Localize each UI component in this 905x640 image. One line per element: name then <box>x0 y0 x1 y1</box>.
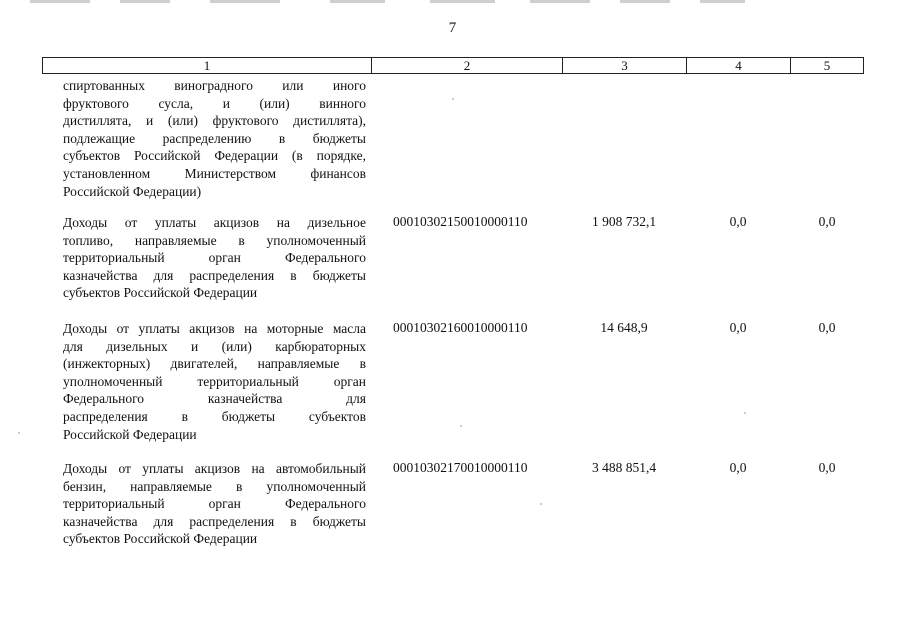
header-col-1: 1 <box>42 58 371 73</box>
description-line: топливо, направляемые в уполномоченный <box>63 232 366 248</box>
amount-col-3: 14 648,9 <box>600 320 648 335</box>
description-line: Российской Федерации <box>63 426 197 442</box>
amount-col-4: 0,0 <box>729 214 747 229</box>
description-line: Федерального казначейства для <box>63 391 366 407</box>
row-description <box>63 460 366 548</box>
scan-top-edge <box>0 0 905 4</box>
description-line: фруктового сусла, и (или) винного <box>63 95 366 111</box>
table-header <box>42 57 864 74</box>
amount-col-3: 1 908 732,1 <box>591 214 657 229</box>
budget-code: 00010302150010000110 <box>393 214 528 229</box>
page-number: 7 <box>448 20 457 36</box>
header-col-4: 4 <box>686 58 790 73</box>
description-line: для дизельных и (или) карбюраторных <box>63 338 366 354</box>
amount-col-4: 0,0 <box>729 320 747 335</box>
description-line: казначейства для распределения в бюджеты <box>63 513 366 529</box>
description-line: Доходы от уплаты акцизов на моторные масла <box>63 321 366 336</box>
description-line: Доходы от уплаты акцизов на дизельное <box>63 215 366 230</box>
header-col-3: 3 <box>562 58 686 73</box>
description-line: территориальный орган Федерального <box>63 496 366 512</box>
description-line: распределения в бюджеты субъектов <box>63 408 366 424</box>
description-line: установленном Министерством финансов <box>63 165 366 181</box>
row-description <box>63 320 366 443</box>
description-line: субъектов Российской Федерации <box>63 285 258 301</box>
description-line: территориальный орган Федерального <box>63 250 366 266</box>
row-description <box>63 77 366 200</box>
amount-col-5: 0,0 <box>818 320 836 335</box>
description-line: казначейства для распределения в бюджеты <box>63 267 366 283</box>
budget-code: 00010302160010000110 <box>393 320 528 335</box>
amount-col-5: 0,0 <box>818 214 836 229</box>
amount-col-5: 0,0 <box>818 460 836 475</box>
description-line: (инжекторных) двигателей, направляемые в <box>63 356 366 372</box>
description-line: дистиллята, и (или) фруктового дистиллята), <box>63 113 366 129</box>
description-line: субъектов Российской Федерации <box>63 531 258 547</box>
header-col-5: 5 <box>790 58 864 73</box>
description-line: субъектов Российской Федерации (в порядке, <box>63 148 366 164</box>
budget-code: 00010302170010000110 <box>393 460 528 475</box>
description-line: Доходы от уплаты акцизов на автомобильный <box>63 461 366 476</box>
description-line: уполномоченный территориальный орган <box>63 373 366 389</box>
description-line: Российской Федерации) <box>63 183 202 199</box>
description-line: спиртованных виноградного или иного <box>63 78 366 93</box>
amount-col-3: 3 488 851,4 <box>591 460 657 475</box>
description-line: подлежащие распределению в бюджеты <box>63 130 366 146</box>
row-description <box>63 214 366 302</box>
amount-col-4: 0,0 <box>729 460 747 475</box>
description-line: бензин, направляемые в уполномоченный <box>63 478 366 494</box>
header-col-2: 2 <box>371 58 562 73</box>
